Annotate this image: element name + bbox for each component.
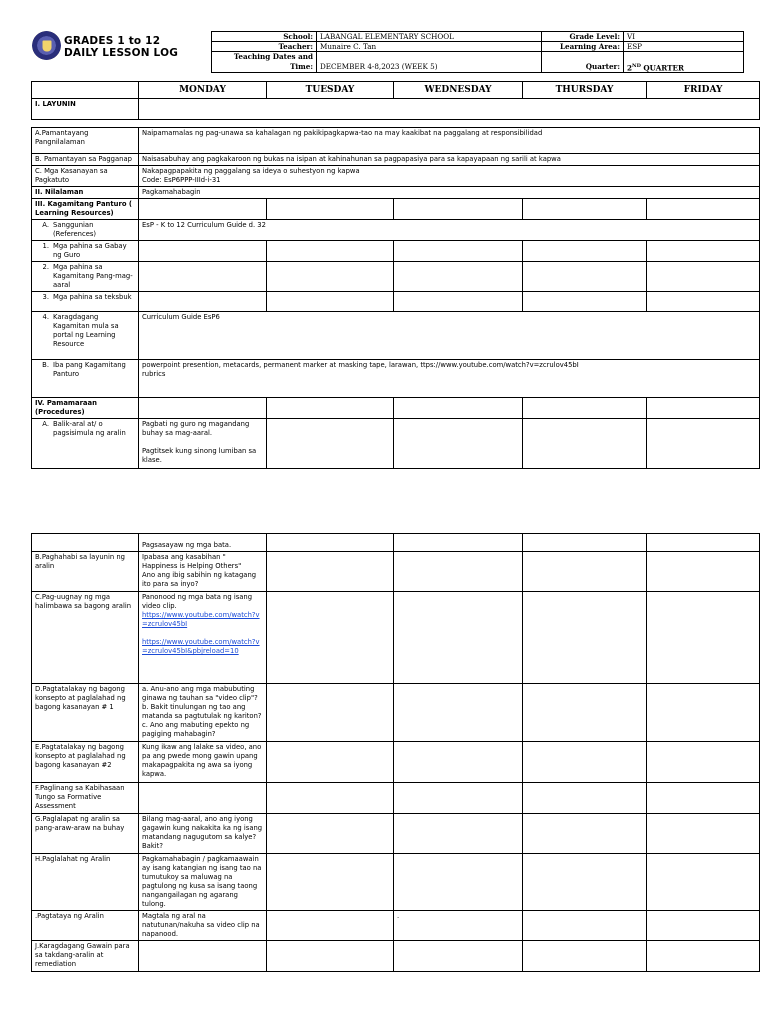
pagtatalakay-1-label: D.Pagtatalakay ng bagong konsepto at paglalahad ng bagong kasanayan # 1 xyxy=(32,684,139,742)
karagdagang-gawain-label: J.Karagdagang Gawain para sa takdang-aralin at remediation xyxy=(32,941,139,972)
kagamitan-label: III. Kagamitang Panturo ( Learning Resources) xyxy=(32,199,139,220)
pagtataya-monday: Magtala ng aral na natutunan/nakuha sa video clip na napanood. xyxy=(139,911,267,941)
paghahabi-label: B.Paghahabi sa layunin ng aralin xyxy=(32,552,139,592)
paglalahat-monday: Pagkamahabagin / pagkamaawain ay isang katangian ng isang tao na tumutukoy sa maluwag na pagtulong ng kusa sa isang taong nangangailagan ng agarang tulong. xyxy=(139,854,267,911)
pagtatalakay-2-monday: Kung ikaw ang lalake sa video, ano pa ang pwede mong gawin upang makapagpakita ng awa sa iyong kapwa. xyxy=(139,742,267,783)
paglalapat-label: G.Paglalapat ng aralin sa pang-araw-araw na buhay xyxy=(32,814,139,854)
deped-seal-icon xyxy=(32,31,61,60)
school-value: LABANGAL ELEMENTARY SCHOOL xyxy=(317,32,542,42)
balik-aral-monday: Pagbati ng guro ng magandang buhay sa mag-aaral. Pagtitsek kung sinong lumiban sa klase. xyxy=(139,419,267,469)
continuation-monday: Pagsasayaw ng mga bata. xyxy=(139,534,267,552)
pagtatalakay-2-label: E.Pagtatalakay ng bagong konsepto at paglalahad ng bagong kasanayan #2 xyxy=(32,742,139,783)
paglalapat-monday: Bilang mag-aaral, ano ang iyong gagawin kung nakakita ka ng isang matandang nagugutom sa kalye? Bakit? xyxy=(139,814,267,854)
balik-aral-label: A. Balik-aral at/ o pagsisimula ng aralin xyxy=(32,419,139,469)
dates-label-line1: Teaching Dates and xyxy=(212,52,317,62)
resource-2-label: 2. Mga pahina sa Kagamitang Pang-mag-aaral xyxy=(32,262,139,292)
day-header-tuesday: TUESDAY xyxy=(267,82,394,99)
paglalahat-label: H.Paglalahat ng Aralin xyxy=(32,854,139,911)
iba-pang-kagamitan-label: B. Iba pang Kagamitang Panturo xyxy=(32,360,139,398)
quarter-label: Quarter: xyxy=(542,62,624,73)
header-info-table xyxy=(211,31,744,73)
kasanayan-label: C. Mga Kasanayan sa Pagkatuto xyxy=(32,166,139,187)
quarter-value: 2ND QUARTER xyxy=(624,62,744,73)
pamantayang-value: Naipamamalas ng pag-unawa sa kahalagan ng pakikipagkapwa-tao na may kaakibat na paggalang at responsibilidad xyxy=(139,128,760,154)
teacher-value: Munaire C. Tan xyxy=(317,42,542,52)
pagtataya-wednesday: . xyxy=(394,911,523,941)
pagtataya-label: .Pagtataya ng Aralin xyxy=(32,911,139,941)
resource-4-label: 4. Karagdagang Kagamitan mula sa portal ng Learning Resource xyxy=(32,312,139,360)
layunin-label: I. LAYUNIN xyxy=(32,99,139,120)
pag-uugnay-monday: Panonood ng mga bata ng isang video clip. https://www.youtube.com/watch?v=zcrulov45bI https://www.youtube.com/watch?v=zcrulov45bI&pbjreload=10 xyxy=(139,592,267,684)
paglinang-label: F.Paglinang sa Kabihasaan Tungo sa Formative Assessment xyxy=(32,783,139,814)
learning-area-label: Learning Area: xyxy=(542,42,624,52)
nilalaman-value: Pagkamahabagin xyxy=(139,187,760,199)
header-title-line2: DAILY LESSON LOG xyxy=(64,47,179,59)
video-link-2[interactable]: https://www.youtube.com/watch?v=zcrulov45bI&pbjreload=10 xyxy=(142,638,260,655)
pamantayang-label: A.Pamantayang Pangnilalaman xyxy=(32,128,139,154)
pag-uugnay-label: C.Pag-uugnay ng mga halimbawa sa bagong aralin xyxy=(32,592,139,684)
kasanayan-value: Nakapagpapakita ng paggalang sa ideya o suhestyon ng kapwa Code: EsP6PPP-IIId-i-31 xyxy=(139,166,760,187)
resource-1-label: 1. Mga pahina sa Gabay ng Guro xyxy=(32,241,139,262)
resource-4-value: Curriculum Guide EsP6 xyxy=(139,312,760,360)
lesson-log-table-page2 xyxy=(31,533,760,972)
school-label: School: xyxy=(212,32,317,42)
day-header-thursday: THURSDAY xyxy=(523,82,647,99)
resource-3-label: 3. Mga pahina sa teksbuk xyxy=(32,292,139,312)
pagtatalakay-1-monday: a. Anu-ano ang mga mabubuting ginawa ng tauhan sa "video clip"? b. Bakit tinulungan ng tao ang matanda sa pagtutulak ng kariton? c. Ano ang mabuting epekto ng pagiging mahabagin? xyxy=(139,684,267,742)
sanggunian-value: EsP - K to 12 Curriculum Guide d. 32 xyxy=(139,220,760,241)
pagganap-value: Naisasabuhay ang pagkakaroon ng bukas na isipan at kahinahunan sa pagpapasiya para sa kapayapaan ng sarili at kapwa xyxy=(139,154,760,166)
dates-value: DECEMBER 4-8,2023 (WEEK 5) xyxy=(317,62,542,73)
sanggunian-label: A. Sanggunian (References) xyxy=(32,220,139,241)
grade-level-label: Grade Level: xyxy=(542,32,624,42)
iba-pang-kagamitan-value: powerpoint presention, metacards, permanent marker at masking tape, larawan, ttps://www.youtube.com/watch?v=zcrulov45bI rubrics xyxy=(139,360,760,398)
header-title-line1: GRADES 1 to 12 xyxy=(64,35,161,47)
video-link-1[interactable]: https://www.youtube.com/watch?v=zcrulov45bI xyxy=(142,611,260,628)
teacher-label: Teacher: xyxy=(212,42,317,52)
pamamaraan-label: IV. Pamamaraan (Procedures) xyxy=(32,398,139,419)
dates-label-line2: Time: xyxy=(212,62,317,73)
day-header-monday: MONDAY xyxy=(139,82,267,99)
nilalaman-label: II. Nilalaman xyxy=(32,187,139,199)
paghahabi-monday: Ipabasa ang kasabihan " Happiness is Helping Others" Ano ang ibig sabihin ng katagang ito para sa inyo? xyxy=(139,552,267,592)
learning-area-value: ESP xyxy=(624,42,744,52)
pagganap-label: B. Pamantayan sa Pagganap xyxy=(32,154,139,166)
grade-level-value: VI xyxy=(624,32,744,42)
day-header-wednesday: WEDNESDAY xyxy=(394,82,523,99)
lesson-log-table-page1 xyxy=(31,81,760,469)
day-header-friday: FRIDAY xyxy=(647,82,760,99)
